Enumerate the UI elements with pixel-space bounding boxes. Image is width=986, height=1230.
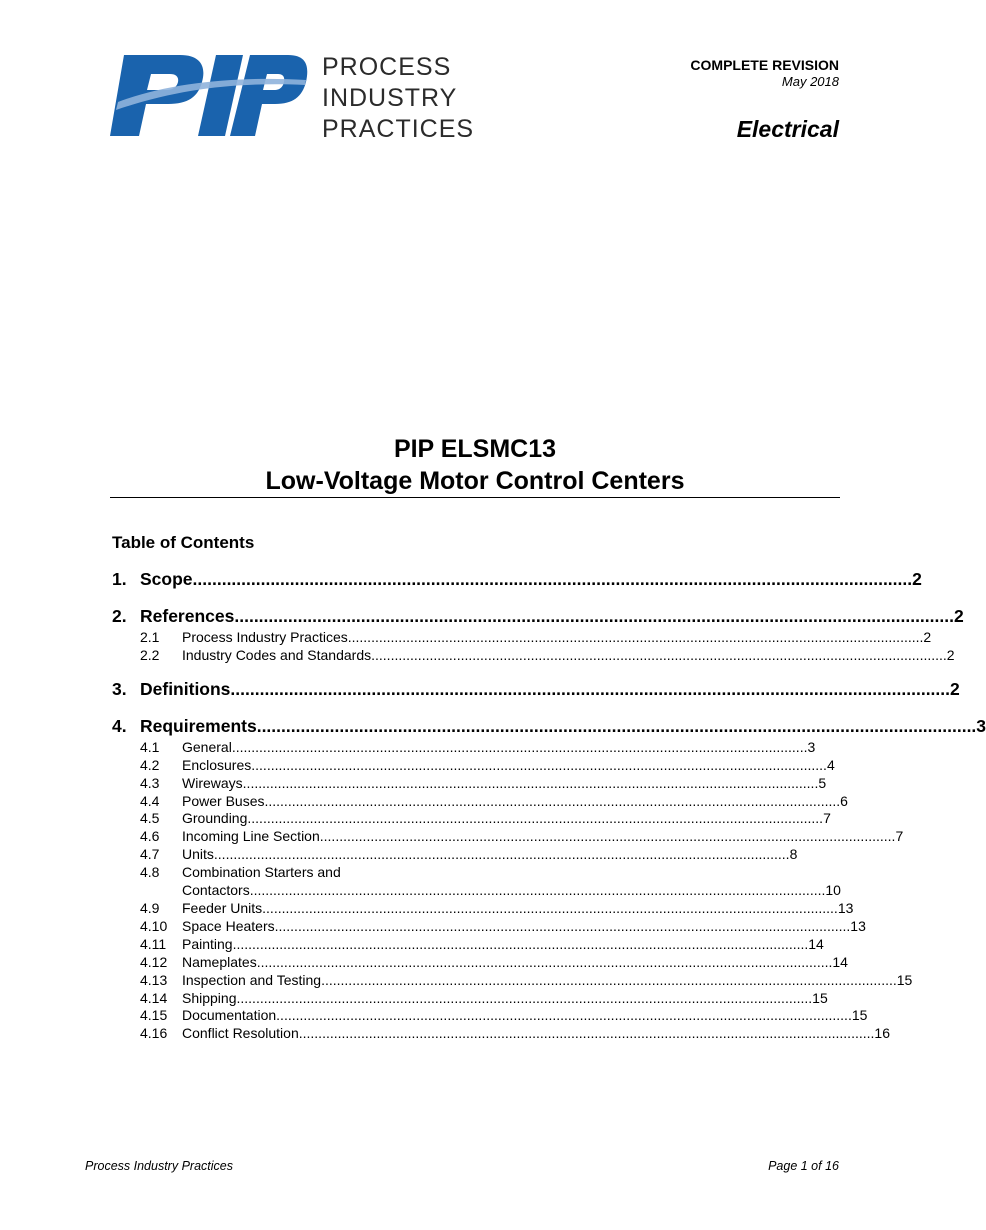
toc-page: 2 [950, 678, 960, 699]
toc-section-title: Definitions [140, 678, 231, 699]
toc-subsection[interactable] [112, 971, 913, 990]
toc-subsection-title: Nameplates [182, 953, 257, 970]
toc-subsection-title: Units [182, 846, 214, 863]
footer-page-number: Page 1 of 16 [768, 1159, 839, 1173]
logo-word: PROCESS [322, 53, 452, 81]
revision-block [690, 57, 839, 90]
toc-subsection-number: 4.12 [140, 953, 168, 970]
toc-subsection-number: 4.4 [140, 792, 160, 809]
toc-subsection-number: 2.2 [140, 646, 160, 663]
toc-page: 4 [826, 756, 835, 773]
toc-leader [251, 757, 827, 775]
toc-page: 3 [807, 738, 816, 755]
toc-subsection[interactable] [112, 864, 841, 900]
table-of-contents [112, 568, 986, 1043]
toc-subsection-title: Process Industry Practices [182, 629, 348, 645]
toc-subsection[interactable] [112, 917, 866, 936]
toc-subsection-number: 4.3 [140, 774, 160, 791]
revision-date: May 2018 [781, 74, 839, 89]
title-divider [110, 497, 840, 498]
toc-page: 2 [912, 569, 922, 589]
document-title [110, 433, 840, 497]
toc-page: 10 [825, 882, 841, 899]
toc-leader [299, 1025, 875, 1043]
toc-subsection-number: 4.14 [140, 989, 168, 1006]
toc-section[interactable] [112, 715, 986, 737]
logo-word: PRACTICES [322, 115, 475, 143]
toc-leader [230, 678, 950, 700]
toc-page: 2 [923, 629, 932, 645]
toc-leader [371, 647, 947, 665]
toc-subsection-number: 4.16 [140, 1025, 168, 1042]
toc-subsection[interactable] [112, 629, 932, 647]
toc-page: 15 [851, 1007, 868, 1024]
toc-page: 15 [812, 989, 828, 1006]
toc-leader [243, 775, 819, 793]
toc-section-title: References [140, 606, 235, 626]
toc-subsection[interactable] [112, 899, 854, 918]
toc-subsection-title: General [182, 738, 232, 755]
toc-subsection[interactable] [112, 935, 824, 954]
toc-section-number: 4. [112, 715, 127, 736]
document-number: PIP ELSMC13 [393, 435, 557, 463]
toc-page: 14 [808, 935, 824, 952]
toc-subsection-number: 4.9 [140, 899, 160, 916]
toc-leader [232, 739, 808, 757]
document-category: Electrical [736, 116, 839, 142]
toc-page: 2 [953, 606, 964, 626]
toc-subsection[interactable] [112, 989, 828, 1008]
toc-subsection-number: 4.13 [140, 971, 168, 988]
toc-leader [321, 972, 897, 990]
toc-section-number: 2. [112, 606, 127, 626]
toc-subsection-title: Incoming Line Section [182, 828, 320, 845]
toc-subsection-title: Feeder Units [182, 899, 263, 916]
toc-leader [348, 629, 924, 647]
toc-section[interactable] [112, 605, 964, 627]
toc-page: 7 [823, 810, 831, 827]
toc-page: 14 [832, 953, 848, 970]
toc-subsection[interactable] [112, 1007, 868, 1025]
pip-logo-mark [110, 52, 310, 142]
toc-subsection[interactable] [112, 846, 798, 864]
toc-subsection[interactable] [112, 953, 848, 972]
toc-heading: Table of Contents [112, 533, 255, 552]
toc-page: 7 [895, 828, 904, 845]
toc-subsection[interactable] [112, 810, 831, 828]
toc-section-title: Requirements [140, 715, 257, 736]
toc-subsection-title: Enclosures [182, 756, 252, 773]
revision-label: COMPLETE REVISION [690, 57, 839, 73]
toc-section[interactable] [112, 568, 922, 590]
toc-page: 5 [818, 774, 827, 791]
toc-page: 2 [946, 646, 955, 663]
toc-subsection-title: Grounding [182, 810, 248, 827]
logo-word: INDUSTRY [322, 84, 458, 112]
toc-page: 8 [789, 846, 798, 863]
toc-subsection-title: Space Heaters [182, 917, 275, 934]
toc-subsection-title-cont: Contactors [182, 882, 250, 899]
toc-subsection-title: Industry Codes and Standards [182, 646, 372, 663]
toc-subsection[interactable] [112, 1025, 890, 1043]
toc-leader [233, 936, 809, 954]
toc-leader [320, 828, 896, 846]
toc-leader [234, 605, 954, 627]
toc-subsection-title: Conflict Resolution [182, 1025, 299, 1042]
document-subject: Low-Voltage Motor Control Centers [265, 467, 685, 495]
toc-leader [237, 990, 813, 1008]
toc-subsection-title: Inspection and Testing [182, 971, 322, 988]
toc-subsection[interactable] [112, 792, 848, 811]
toc-subsection[interactable] [112, 828, 904, 846]
toc-subsection-title: Documentation [182, 1007, 277, 1024]
toc-subsection-title: Painting [182, 935, 233, 952]
toc-leader [193, 568, 913, 590]
toc-page: 6 [840, 792, 848, 809]
toc-leader [264, 793, 840, 811]
toc-subsection-number: 4.2 [140, 756, 160, 773]
toc-subsection-number: 4.10 [140, 917, 168, 934]
toc-subsection-number: 4.15 [140, 1007, 168, 1024]
toc-page: 3 [976, 715, 986, 736]
toc-subsection-title: Shipping [182, 989, 237, 1006]
pip-logo [110, 52, 480, 142]
toc-subsection-title: Combination Starters and [182, 864, 341, 881]
toc-section[interactable] [112, 678, 960, 700]
toc-leader [276, 1007, 852, 1025]
toc-subsection-number: 4.6 [140, 828, 160, 845]
toc-subsection-title: Power Buses [182, 792, 265, 809]
footer-publisher: Process Industry Practices [85, 1159, 233, 1173]
toc-subsection-number: 4.1 [140, 738, 160, 755]
toc-section-number: 1. [112, 569, 127, 589]
toc-page: 13 [837, 899, 854, 916]
toc-subsection-number: 4.11 [140, 935, 167, 952]
toc-subsection-number: 2.1 [140, 629, 160, 645]
logo-wordmark [322, 52, 474, 145]
toc-leader [250, 882, 826, 900]
toc-page: 13 [850, 917, 866, 934]
toc-leader [247, 810, 823, 828]
toc-leader [257, 954, 833, 972]
toc-page: 15 [896, 971, 913, 988]
toc-subsection-title: Wireways [182, 774, 243, 791]
toc-leader [257, 715, 977, 737]
toc-subsection[interactable] [112, 738, 816, 757]
toc-subsection[interactable] [112, 756, 835, 775]
toc-subsection-number: 4.5 [140, 810, 160, 827]
toc-leader [262, 900, 838, 918]
toc-subsection-number: 4.8 [140, 864, 160, 881]
toc-subsection[interactable] [112, 646, 955, 665]
toc-section-number: 3. [112, 678, 127, 699]
toc-page: 16 [874, 1025, 890, 1042]
toc-subsection-number: 4.7 [140, 846, 160, 863]
toc-leader [214, 846, 790, 864]
toc-leader [275, 918, 851, 936]
toc-subsection[interactable] [112, 774, 827, 793]
toc-section-title: Scope [140, 569, 193, 589]
